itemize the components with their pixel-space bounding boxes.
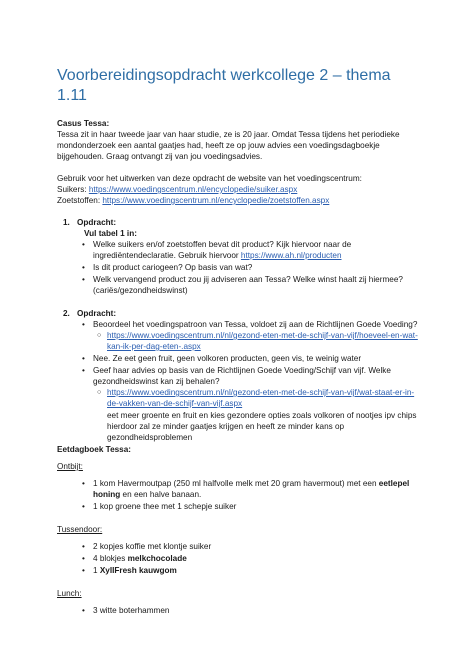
ah-producten-link[interactable]: https://www.ah.nl/producten bbox=[240, 251, 342, 260]
ontbijt-label: Ontbijt: bbox=[57, 462, 83, 471]
dagboek-heading: Eetdagboek Tessa: bbox=[57, 445, 132, 454]
tussendoor-label: Tussendoor: bbox=[57, 525, 103, 534]
lunch-list bbox=[57, 605, 424, 616]
list-item bbox=[93, 365, 424, 443]
list-item: • 1 XylIFresh kauwgom bbox=[93, 565, 424, 576]
advies-line-1: eet meer groente en fruit en kies gezondere opties zoals volkoren of nootjes ipv chips bbox=[107, 411, 417, 420]
website-intro: Gebruik voor het uitwerken van deze opdracht de website van het voedingscentrum: bbox=[57, 174, 362, 183]
opdracht1-heading bbox=[57, 217, 424, 228]
opdracht2-sublist-2 bbox=[93, 387, 424, 409]
list-item bbox=[93, 353, 424, 364]
suikers-label: Suikers: bbox=[57, 185, 87, 194]
bullet-text: Welk vervangend product zou jij adviseren aan Tessa? Welke winst haalt zij hiermee? (cariës/gezondheidswinst) bbox=[93, 275, 403, 295]
list-item: • 3 witte boterhammen bbox=[93, 605, 424, 616]
opdracht1-list bbox=[57, 239, 424, 296]
list-item bbox=[107, 330, 424, 352]
opdracht1-label: Opdracht: bbox=[77, 218, 117, 227]
bullet-text: Welke suikers en/of zoetstoffen bevat dit product? Kijk hiervoor naar de ingrediëntendeclaratie. Gebruik hiervoor bbox=[93, 240, 352, 260]
opdracht2-label: Opdracht: bbox=[77, 309, 117, 318]
opdracht1-sublabel: Vul tabel 1 in: bbox=[84, 229, 137, 238]
ontbijt-list bbox=[57, 478, 424, 512]
list-item: • 2 kopjes koffie met klontje suiker bbox=[93, 541, 424, 552]
opdracht2-list bbox=[57, 319, 424, 443]
tussendoor-list bbox=[57, 541, 424, 576]
opdracht2-sublist-1 bbox=[93, 330, 424, 352]
suikers-link[interactable]: https://www.voedingscentrum.nl/encyclopedie/suiker.aspx bbox=[88, 185, 298, 194]
schijf-van-vijf-link[interactable]: https://www.voedingscentrum.nl/nl/gezond-eten-met-de-schijf-van-vijf/wat-staat-er-in-de-vakken-van-de-schijf-van-vijf.aspx bbox=[107, 388, 415, 408]
suikers-line bbox=[57, 184, 424, 195]
opdracht1-number: 1. bbox=[63, 218, 70, 227]
zoetstoffen-link[interactable]: https://www.voedingscentrum.nl/encyclopedie/zoetstoffen.aspx bbox=[102, 196, 330, 205]
advies-line-2: hierdoor zal ze minder gaatjes krijgen en heeft ze minder kans op gezondheidsproblemen bbox=[107, 422, 345, 442]
list-item: • 1 kop groene thee met 1 schepje suiker bbox=[93, 501, 424, 512]
list-item bbox=[107, 387, 424, 409]
bullet-text: Is dit product cariogeen? Op basis van wat? bbox=[93, 263, 253, 272]
opdracht2-number: 2. bbox=[63, 309, 70, 318]
list-item: • 4 blokjes melkchocolade bbox=[93, 553, 424, 564]
bullet-text: Nee. Ze eet geen fruit, geen volkoren producten, geen vis, te weinig water bbox=[93, 354, 362, 363]
bullet-text: Geef haar advies op basis van de Richtlijnen Goede Voeding/Schijf van vijf. Welke gezondheidswinst kan zij behalen? bbox=[93, 366, 391, 386]
richtlijnen-link[interactable]: https://www.voedingscentrum.nl/nl/gezond-eten-met-de-schijf-van-vijf/hoeveel-en-wat-kan-ik-per-dag-eten-.aspx bbox=[107, 331, 418, 351]
list-item bbox=[93, 274, 424, 296]
casus-text: Tessa zit in haar tweede jaar van haar studie, ze is 20 jaar. Omdat Tessa tijdens het periodieke mondonderzoek een aantal gaatjes had, heeft ze op jouw advies een voedingsdagboekje bijgehouden. Graag ontvangt zij van jou voedingsadvies. bbox=[57, 130, 400, 161]
list-item: • 1 kom Havermoutpap (250 ml halfvolle melk met 20 gram havermout) met een eetlepel honing en een halve banaan. bbox=[93, 478, 424, 500]
page-title: Voorbereidingsopdracht werkcollege 2 – thema 1.11 bbox=[57, 67, 391, 104]
zoetstoffen-label: Zoetstoffen: bbox=[57, 196, 101, 205]
bullet-text: Beoordeel het voedingspatroon van Tessa, voldoet zij aan de Richtlijnen Goede Voeding? bbox=[93, 320, 418, 329]
opdracht2-heading bbox=[57, 308, 424, 319]
lunch-label: Lunch: bbox=[57, 589, 82, 598]
casus-heading: Casus Tessa: bbox=[57, 119, 110, 128]
zoetstoffen-line bbox=[57, 195, 424, 206]
list-item bbox=[93, 319, 424, 352]
list-item bbox=[93, 262, 424, 273]
list-item bbox=[93, 239, 424, 261]
